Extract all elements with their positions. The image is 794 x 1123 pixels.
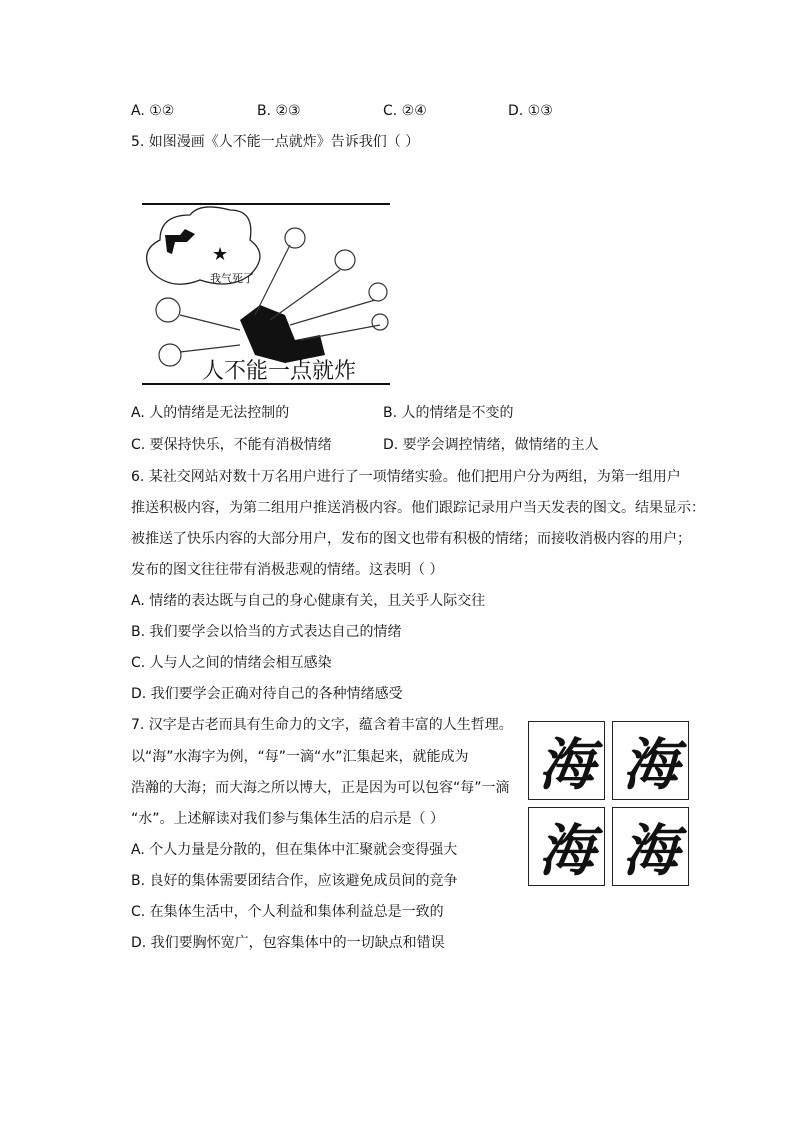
q5-option-c: C. 要保持快乐，不能有消极情绪 (131, 437, 332, 453)
option-c: C. ②④ (383, 103, 427, 119)
q5-option-b: B. 人的情绪是不变的 (383, 405, 514, 421)
q7-stem-line: “水”。上述解读对我们参与集体生活的启示是（ ） (131, 811, 444, 827)
q6-option-c: C. 人与人之间的情绪会相互感染 (131, 655, 332, 671)
q6-stem-line: 发布的图文往往带有消极悲观的情绪。这表明（ ） (131, 562, 444, 578)
speech-text: 我气死了 (210, 272, 254, 285)
svg-text:★: ★ (212, 244, 229, 265)
calligraphy-char: 海 (528, 721, 605, 800)
calligraphy-char: 海 (612, 807, 689, 886)
q5-stem: 5. 如图漫画《人不能一点就炸》告诉我们（ ） (131, 134, 420, 150)
option-a: A. ①② (131, 103, 175, 119)
comic-image (140, 200, 392, 388)
q6-stem-line: 6. 某社交网站对数十万名用户进行了一项情绪实验。他们把用户分为两组，为第一组用户 (131, 469, 681, 485)
option-b: B. ②③ (257, 103, 301, 119)
calligraphy-char: 海 (612, 721, 689, 800)
q7-option-c: C. 在集体生活中，个人利益和集体利益总是一致的 (131, 904, 444, 920)
q6-option-b: B. 我们要学会以恰当的方式表达自己的情绪 (131, 624, 402, 640)
q7-option-d: D. 我们要胸怀宽广，包容集体中的一切缺点和错误 (131, 935, 445, 951)
comic-caption: 人不能一点就炸 (202, 359, 357, 384)
q5-option-a: A. 人的情绪是无法控制的 (131, 405, 290, 421)
q6-stem-line: 推送积极内容，为第二组用户推送消极内容。他们跟踪记录用户当天发表的图文。结果显示： (131, 500, 705, 516)
q7-stem-line: 以“海”水海字为例，“每”一滴“水”汇集起来，就能成为 (131, 749, 469, 765)
q5-option-d: D. 要学会调控情绪，做情绪的主人 (383, 437, 599, 453)
q7-stem-line: 浩瀚的大海；而大海之所以博大，正是因为可以包容“每”一滴 (131, 780, 510, 796)
q7-option-a: A. 个人力量是分散的，但在集体中汇聚就会变得强大 (131, 842, 458, 858)
q7-stem-line: 7. 汉字是古老而具有生命力的文字，蕴含着丰富的人生哲理。 (131, 717, 513, 733)
calligraphy-image (528, 721, 690, 886)
q6-option-d: D. 我们要学会正确对待自己的各种情绪感受 (131, 686, 403, 702)
option-d: D. ①③ (508, 103, 553, 119)
q7-option-b: B. 良好的集体需要团结合作，应该避免成员间的竞争 (131, 873, 458, 889)
q6-stem-line: 被推送了快乐内容的大部分用户，发布的图文也带有积极的情绪；而接收消极内容的用户； (131, 531, 691, 547)
calligraphy-char: 海 (528, 807, 605, 886)
q6-option-a: A. 情绪的表达既与自己的身心健康有关，且关乎人际交往 (131, 593, 486, 609)
